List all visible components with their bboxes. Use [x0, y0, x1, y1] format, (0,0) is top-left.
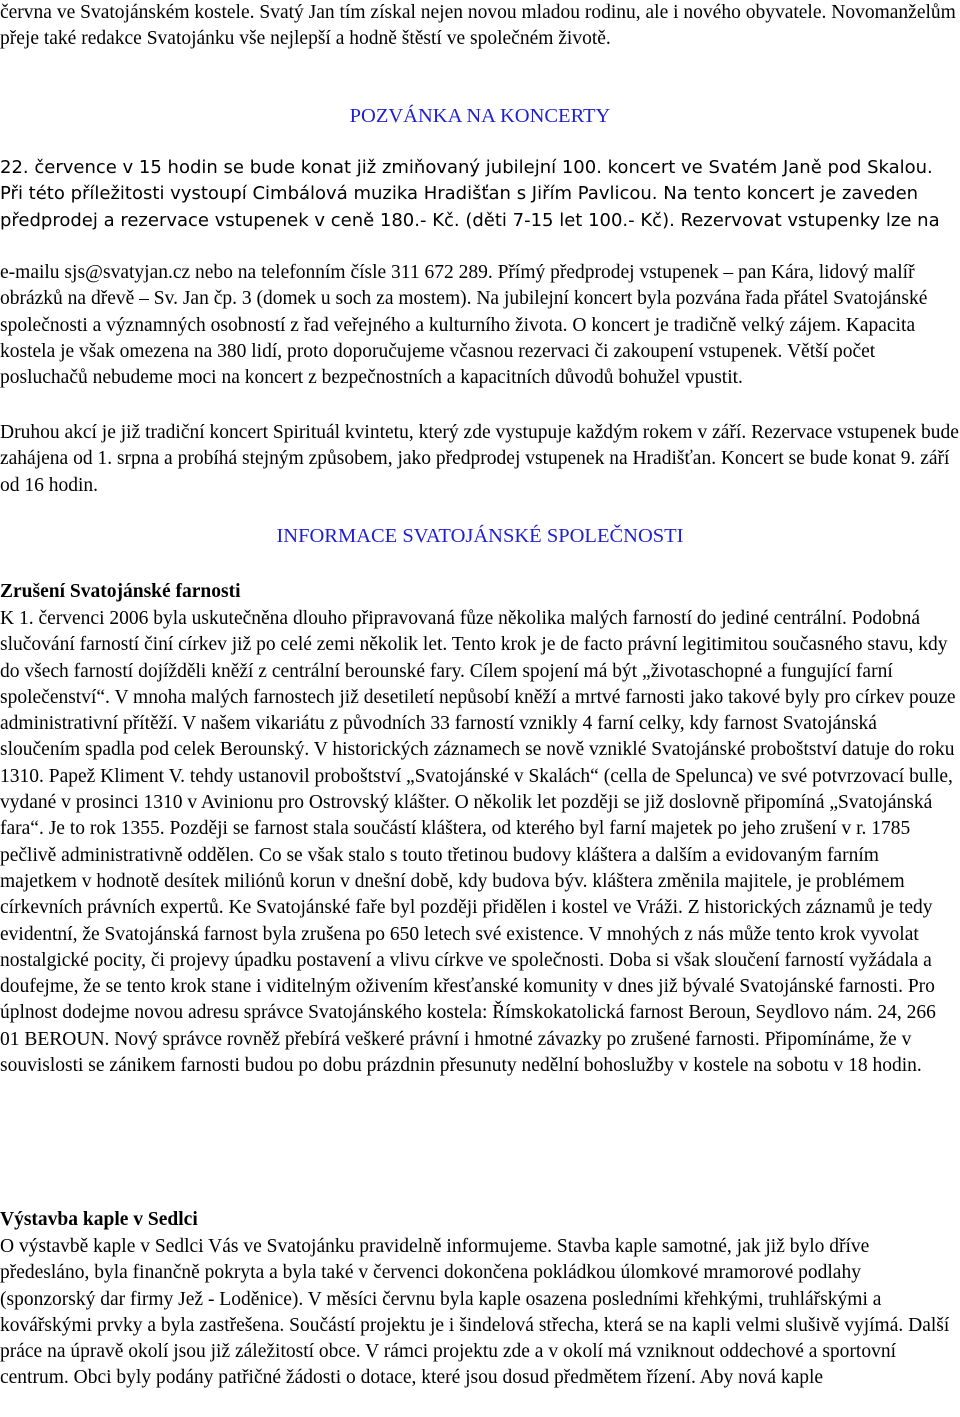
concert-paragraph-1: 22. července v 15 hodin se bude konat již zmiňovaný jubilejní 100. koncert ve Svatém Janě pod Skalou. Při této příležitosti vystoupí Cimbálová muzika Hradišťan s Jiřím Pavlicou. Na tento koncert je zaveden předprodej a rezervace vstupenek v ceně 180.- Kč. (děti 7-15 let 100.- Kč). Rezervovat vstupenky lze na — [0, 157, 940, 231]
concert-paragraph-2: e-mailu sjs@svatyjan.cz nebo na telefonním čísle 311 672 289. Přímý předprodej vstupenek – pan Kára, lidový malíř obrázků na dřevě – Sv. Jan čp. 3 (domek u soch za mostem). Na jubilejní koncert byla pozvána řada přátel Svatojánské společnosti a významných osobností z řad veřejného a kulturního života. O koncert je tradičně velký zájem. Kapacita kostela je však omezena na 380 lidí, proto doporučujeme včasnou rezervaci či zakoupení vstupenek. Větší počet posluchačů nebudeme moci na koncert z bezpečnostních a kapacitních důvodů bohužel vpustit. — [0, 262, 928, 389]
parish-section-title: Zrušení Svatojánské farnosti — [0, 581, 241, 602]
intro-paragraph: června ve Svatojánském kostele. Svatý Jan tím získal nejen novou mladou rodinu, ale i nového obyvatele. Novomanželům přeje také redakce Svatojánku vše nejlepší a hodně štěstí ve společném životě. — [0, 2, 956, 50]
parish-section-text: K 1. červenci 2006 byla uskutečněna dlouho připravovaná fůze několika malých farností do jediné centrální. Podobná slučování farností činí církev již po celé zemi několik let. Tento krok je de facto právní legitimitou současného stavu, kdy do všech farností dojížděli kněží z centrální berounské fary. Cílem spojení má být „životaschopné a fungující farní společenství“. V mnoha malých farnostech již desetiletí nepůsobí kněží a mrtvé farnosti jako takové byly pro církev pouze administrativní přítěží. V našem vikariátu z původních 33 farností vznikly 4 farní celky, kdy farnost Svatojánská sloučením spadla pod celek Berounský. V historických záznamech se nově vzniklé Svatojánské proboštství datuje do roku 1310. Papež Kliment V. tehdy ustanovil proboštství „Svatojánské v Skalách“ (cella de Spelunca) ve své potvrzovací bulle, vydané v prosinci 1310 v Avinionu pro Ostrovský klášter. O několik let později se již doslovně připomíná „Svatojánská fara“. Je to rok 1355. Později se farnost stala součástí kláštera, od kterého byl farní majetek po jeho zrušení v r. 1785 pečlivě administrativně oddělen. Co se však stalo s touto třetinou budovy kláštera a dalším a evidovaným farním majetkem v hodnotě desítek miliónů korun v dnešní době, kdy budova býv. kláštera změnila majitele, je problémem církevních právních expertů. Ke Svatojánské faře byl později přidělen i kostel ve Vráži. Z historických záznamů je tedy evidentní, že Svatojánská farnost byla zrušena po 650 letech své existence. V mnohých z nás může tento krok vyvolat nostalgické pocity, či projevy úpadku postavení a vlivu církve ve společnosti. Doba si však sloučení farností vyžádala a doufejme, že se tento krok stane i viditelným oživením křesťanské komunity v dnes již bývalé Svatojánské farnosti. Pro úplnost dodejme novou adresu správce Svatojánského kostela: Římskokatolická farnost Beroun, Seydlovo nám. 24, 266 01 BEROUN. Nový správce rovněž přebírá veškeré právní i hmotné závazky po zrušené farnosti. Připomínáme, že v souvislosti se zánikem farnosti budou po dobu prázdnin přesunuty nedělní bohoslužby v kostele na sobotu v 18 hodin. — [0, 608, 956, 1077]
chapel-section-title: Výstavba kaple v Sedlci — [0, 1209, 198, 1230]
concert-paragraph-3: Druhou akcí je již tradiční koncert Spirituál kvintetu, který zde vystupuje každým rokem v září. Rezervace vstupenek bude zahájena od 1. srpna a probíhá stejným způsobem, jako předprodej vstupenek na Hradišťan. Koncert se bude konat 9. září od 16 hodin. — [0, 422, 959, 496]
chapel-section-text: O výstavbě kaple v Sedlci Vás ve Svatojánku pravidelně informujeme. Stavba kaple samotné, jak již bylo dříve předesláno, byla finančně pokryta a byla také v červenci dokončena pokládkou úlomkové mramorové podlahy (sponzorský dar firmy Jež - Loděnice). V měsíci červnu byla kaple osazena posledními křehkými, truhlářskými a kovářskými prvky a byla zastřešena. Součástí projektu je i šindelová střecha, která se na kapli velmi slušivě vyjímá. Další práce na úpravě okolí jsou již záležitostí obce. V rámci projektu zde a v okolí má vzniknout oddechové a sportovní centrum. Obci byly podány patřičné žádosti o dotace, které jsou dosud předmětem řízení. Aby nová kaple — [0, 1236, 950, 1389]
concerts-heading: POZVÁNKA NA KONCERTY — [349, 105, 611, 127]
society-heading: INFORMACE SVATOJÁNSKÉ SPOLEČNOSTI — [276, 525, 684, 547]
